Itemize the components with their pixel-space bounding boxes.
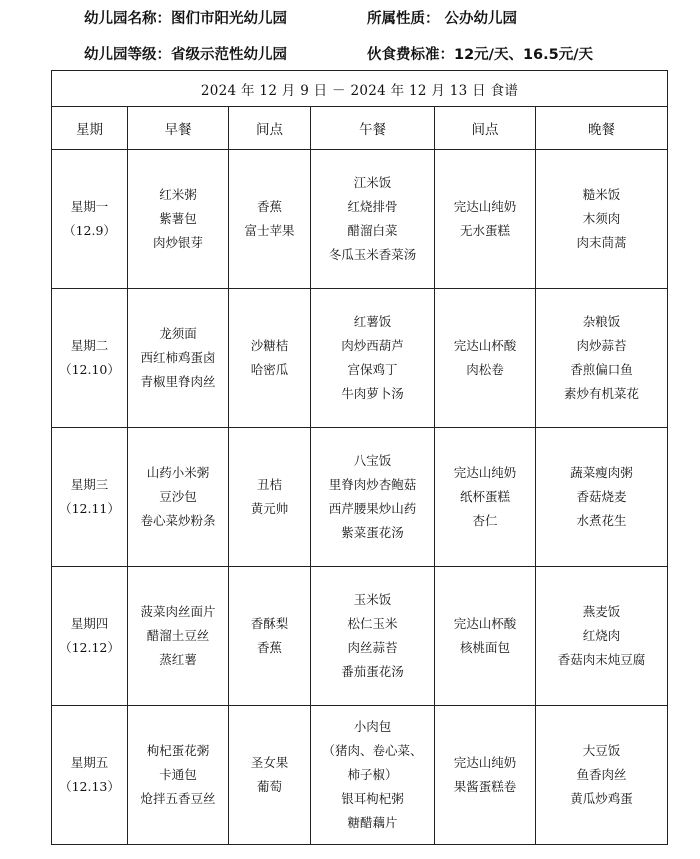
menu-item: 八宝饭 xyxy=(353,453,392,468)
dinner-cell xyxy=(536,706,668,845)
menu-item: 香蕉 xyxy=(256,199,282,214)
kindergarten-nature: 所属性质： 公办幼儿园 xyxy=(367,11,518,27)
header-row xyxy=(52,107,668,150)
menu-item: 蔬菜瘦肉粥 xyxy=(570,465,633,480)
table-row-monday xyxy=(52,150,668,289)
snack-morning-cell xyxy=(229,567,311,706)
menu-item-note: （猪肉、卷心菜、柿子椒） xyxy=(322,743,423,782)
menu-item: 水煮花生 xyxy=(576,513,627,528)
dinner-cell xyxy=(536,289,668,428)
weekday-cell xyxy=(52,706,128,845)
menu-item: 肉炒蒜苔 xyxy=(576,338,627,353)
menu-item: 肉松卷 xyxy=(466,362,504,377)
menu-item: 番茄蛋花汤 xyxy=(341,664,404,679)
dinner-cell xyxy=(536,567,668,706)
menu-item: 燕麦饭 xyxy=(582,604,621,619)
dinner-cell xyxy=(536,428,668,567)
menu-item: 冬瓜玉米香菜汤 xyxy=(328,247,417,262)
breakfast-cell xyxy=(128,150,229,289)
menu-item: 素炒有机菜花 xyxy=(564,386,640,401)
menu-item: 果酱蛋糕卷 xyxy=(453,779,517,794)
lunch-cell xyxy=(311,289,435,428)
kindergarten-name: 幼儿园名称：图们市阳光幼儿园 xyxy=(84,11,287,27)
menu-item: 豆沙包 xyxy=(159,489,197,504)
weekday-label: 星期三 xyxy=(70,477,109,492)
menu-item: 纸杯蛋糕 xyxy=(459,489,510,504)
lunch-cell xyxy=(311,567,435,706)
snack-afternoon-cell xyxy=(435,567,536,706)
menu-item: 黄元帅 xyxy=(250,501,289,516)
menu-item: 松仁玉米 xyxy=(347,616,398,631)
menu-item: 完达山纯奶 xyxy=(453,755,517,770)
menu-item: 圣女果 xyxy=(250,755,289,770)
menu-item: 鱼香肉丝 xyxy=(576,767,627,782)
menu-item: 杏仁 xyxy=(472,513,498,528)
menu-title-row xyxy=(52,71,668,107)
menu-item: 蒸红薯 xyxy=(159,652,197,667)
weekday-date: （12.10） xyxy=(59,362,120,377)
menu-item: 肉炒西葫芦 xyxy=(341,338,404,353)
weekly-menu-table xyxy=(51,70,668,845)
menu-item: 香菇烧麦 xyxy=(576,489,627,504)
menu-item: 黄瓜炒鸡蛋 xyxy=(570,791,633,806)
weekday-cell xyxy=(52,567,128,706)
lunch-cell xyxy=(311,428,435,567)
menu-item: 红烧排骨 xyxy=(347,199,398,214)
menu-item: 炝拌五香豆丝 xyxy=(140,791,216,806)
menu-item: 西红柿鸡蛋卤 xyxy=(140,350,216,365)
menu-item: 青椒里脊肉丝 xyxy=(140,374,216,389)
menu-item: 江米饭 xyxy=(353,175,392,190)
weekday-date: （12.11） xyxy=(59,501,120,516)
header-lunch: 午餐 xyxy=(311,107,435,150)
menu-item: 木须肉 xyxy=(582,211,621,226)
menu-item: 香蕉 xyxy=(256,640,282,655)
table-row-thursday xyxy=(52,567,668,706)
breakfast-cell xyxy=(128,289,229,428)
weekday-date: （12.13） xyxy=(59,779,120,794)
menu-item: 肉丝蒜苔 xyxy=(347,640,398,655)
snack-afternoon-cell xyxy=(435,289,536,428)
menu-item: 香煎偏口鱼 xyxy=(570,362,633,377)
snack-morning-cell xyxy=(229,150,311,289)
menu-item: 糙米饭 xyxy=(582,187,621,202)
menu-item: 紫菜蛋花汤 xyxy=(341,525,404,540)
snack-morning-cell xyxy=(229,706,311,845)
menu-item: 醋溜土豆丝 xyxy=(146,628,210,643)
snack-afternoon-cell xyxy=(435,706,536,845)
weekday-date: （12.9） xyxy=(63,223,116,238)
snack-morning-cell xyxy=(229,289,311,428)
header-snack-afternoon: 间点 xyxy=(435,107,536,150)
breakfast-cell xyxy=(128,428,229,567)
weekday-cell xyxy=(52,150,128,289)
menu-item: 完达山纯奶 xyxy=(453,199,517,214)
breakfast-cell xyxy=(128,706,229,845)
table-row-wednesday xyxy=(52,428,668,567)
header-dinner: 晚餐 xyxy=(536,107,668,150)
menu-item: 西芹腰果炒山药 xyxy=(328,501,417,516)
lunch-cell xyxy=(311,150,435,289)
menu-item: 完达山纯奶 xyxy=(453,465,517,480)
menu-title: 2024 年 12 月 9 日 － 2024 年 12 月 13 日 食谱 xyxy=(52,71,668,107)
menu-item: 红薯饭 xyxy=(353,314,392,329)
menu-item: 丑桔 xyxy=(256,477,282,492)
menu-item: 无水蛋糕 xyxy=(459,223,510,238)
menu-item: 香酥梨 xyxy=(250,616,289,631)
menu-item: 葡萄 xyxy=(256,779,282,794)
menu-item: 糖醋藕片 xyxy=(347,815,398,830)
menu-item: 卷心菜炒粉条 xyxy=(140,513,216,528)
menu-item: 醋溜白菜 xyxy=(347,223,398,238)
lunch-cell xyxy=(311,706,435,845)
snack-afternoon-cell xyxy=(435,150,536,289)
menu-item: 红烧肉 xyxy=(582,628,621,643)
menu-item: 枸杞蛋花粥 xyxy=(146,743,210,758)
menu-item: 龙须面 xyxy=(159,326,197,341)
menu-item: 银耳枸杞粥 xyxy=(341,791,404,806)
menu-item: 菠菜肉丝面片 xyxy=(140,604,216,619)
weekday-cell xyxy=(52,289,128,428)
menu-item: 香菇肉末炖豆腐 xyxy=(557,652,646,667)
menu-item: 沙糖桔 xyxy=(250,338,289,353)
meal-fee-standard: 伙食费标准：12元/天、16.5元/天 xyxy=(367,47,594,63)
menu-item: 核桃面包 xyxy=(459,640,510,655)
weekday-label: 星期一 xyxy=(70,199,109,214)
info-row-2 xyxy=(0,40,700,70)
snack-afternoon-cell xyxy=(435,428,536,567)
menu-item: 杂粮饭 xyxy=(582,314,621,329)
menu-item: 富士苹果 xyxy=(244,223,295,238)
snack-morning-cell xyxy=(229,428,311,567)
weekday-label: 星期四 xyxy=(70,616,109,631)
menu-item: 肉炒银芽 xyxy=(152,235,203,250)
weekday-label: 星期五 xyxy=(70,755,109,770)
table-row-tuesday xyxy=(52,289,668,428)
menu-item: 里脊肉炒杏鲍菇 xyxy=(328,477,417,492)
menu-item: 紫薯包 xyxy=(159,211,197,226)
menu-item: 小肉包 xyxy=(353,719,392,734)
weekday-label: 星期二 xyxy=(70,338,109,353)
menu-item: 卡通包 xyxy=(159,767,197,782)
weekday-date: （12.12） xyxy=(59,640,120,655)
menu-item: 完达山杯酸 xyxy=(453,338,517,353)
info-row-1 xyxy=(0,4,700,34)
breakfast-cell xyxy=(128,567,229,706)
menu-item: 完达山杯酸 xyxy=(453,616,517,631)
table-row-friday xyxy=(52,706,668,845)
header-weekday: 星期 xyxy=(52,107,128,150)
dinner-cell xyxy=(536,150,668,289)
weekday-cell xyxy=(52,428,128,567)
kindergarten-level: 幼儿园等级：省级示范性幼儿园 xyxy=(84,47,287,63)
menu-item: 红米粥 xyxy=(159,187,197,202)
menu-item: 大豆饭 xyxy=(582,743,621,758)
menu-item: 肉末茼蒿 xyxy=(576,235,627,250)
menu-item: 哈密瓜 xyxy=(250,362,289,377)
header-snack-morning: 间点 xyxy=(229,107,311,150)
header-breakfast: 早餐 xyxy=(128,107,229,150)
menu-item: 玉米饭 xyxy=(353,592,392,607)
menu-item: 宫保鸡丁 xyxy=(347,362,398,377)
menu-item: 牛肉萝卜汤 xyxy=(341,386,404,401)
menu-item: 山药小米粥 xyxy=(146,465,210,480)
